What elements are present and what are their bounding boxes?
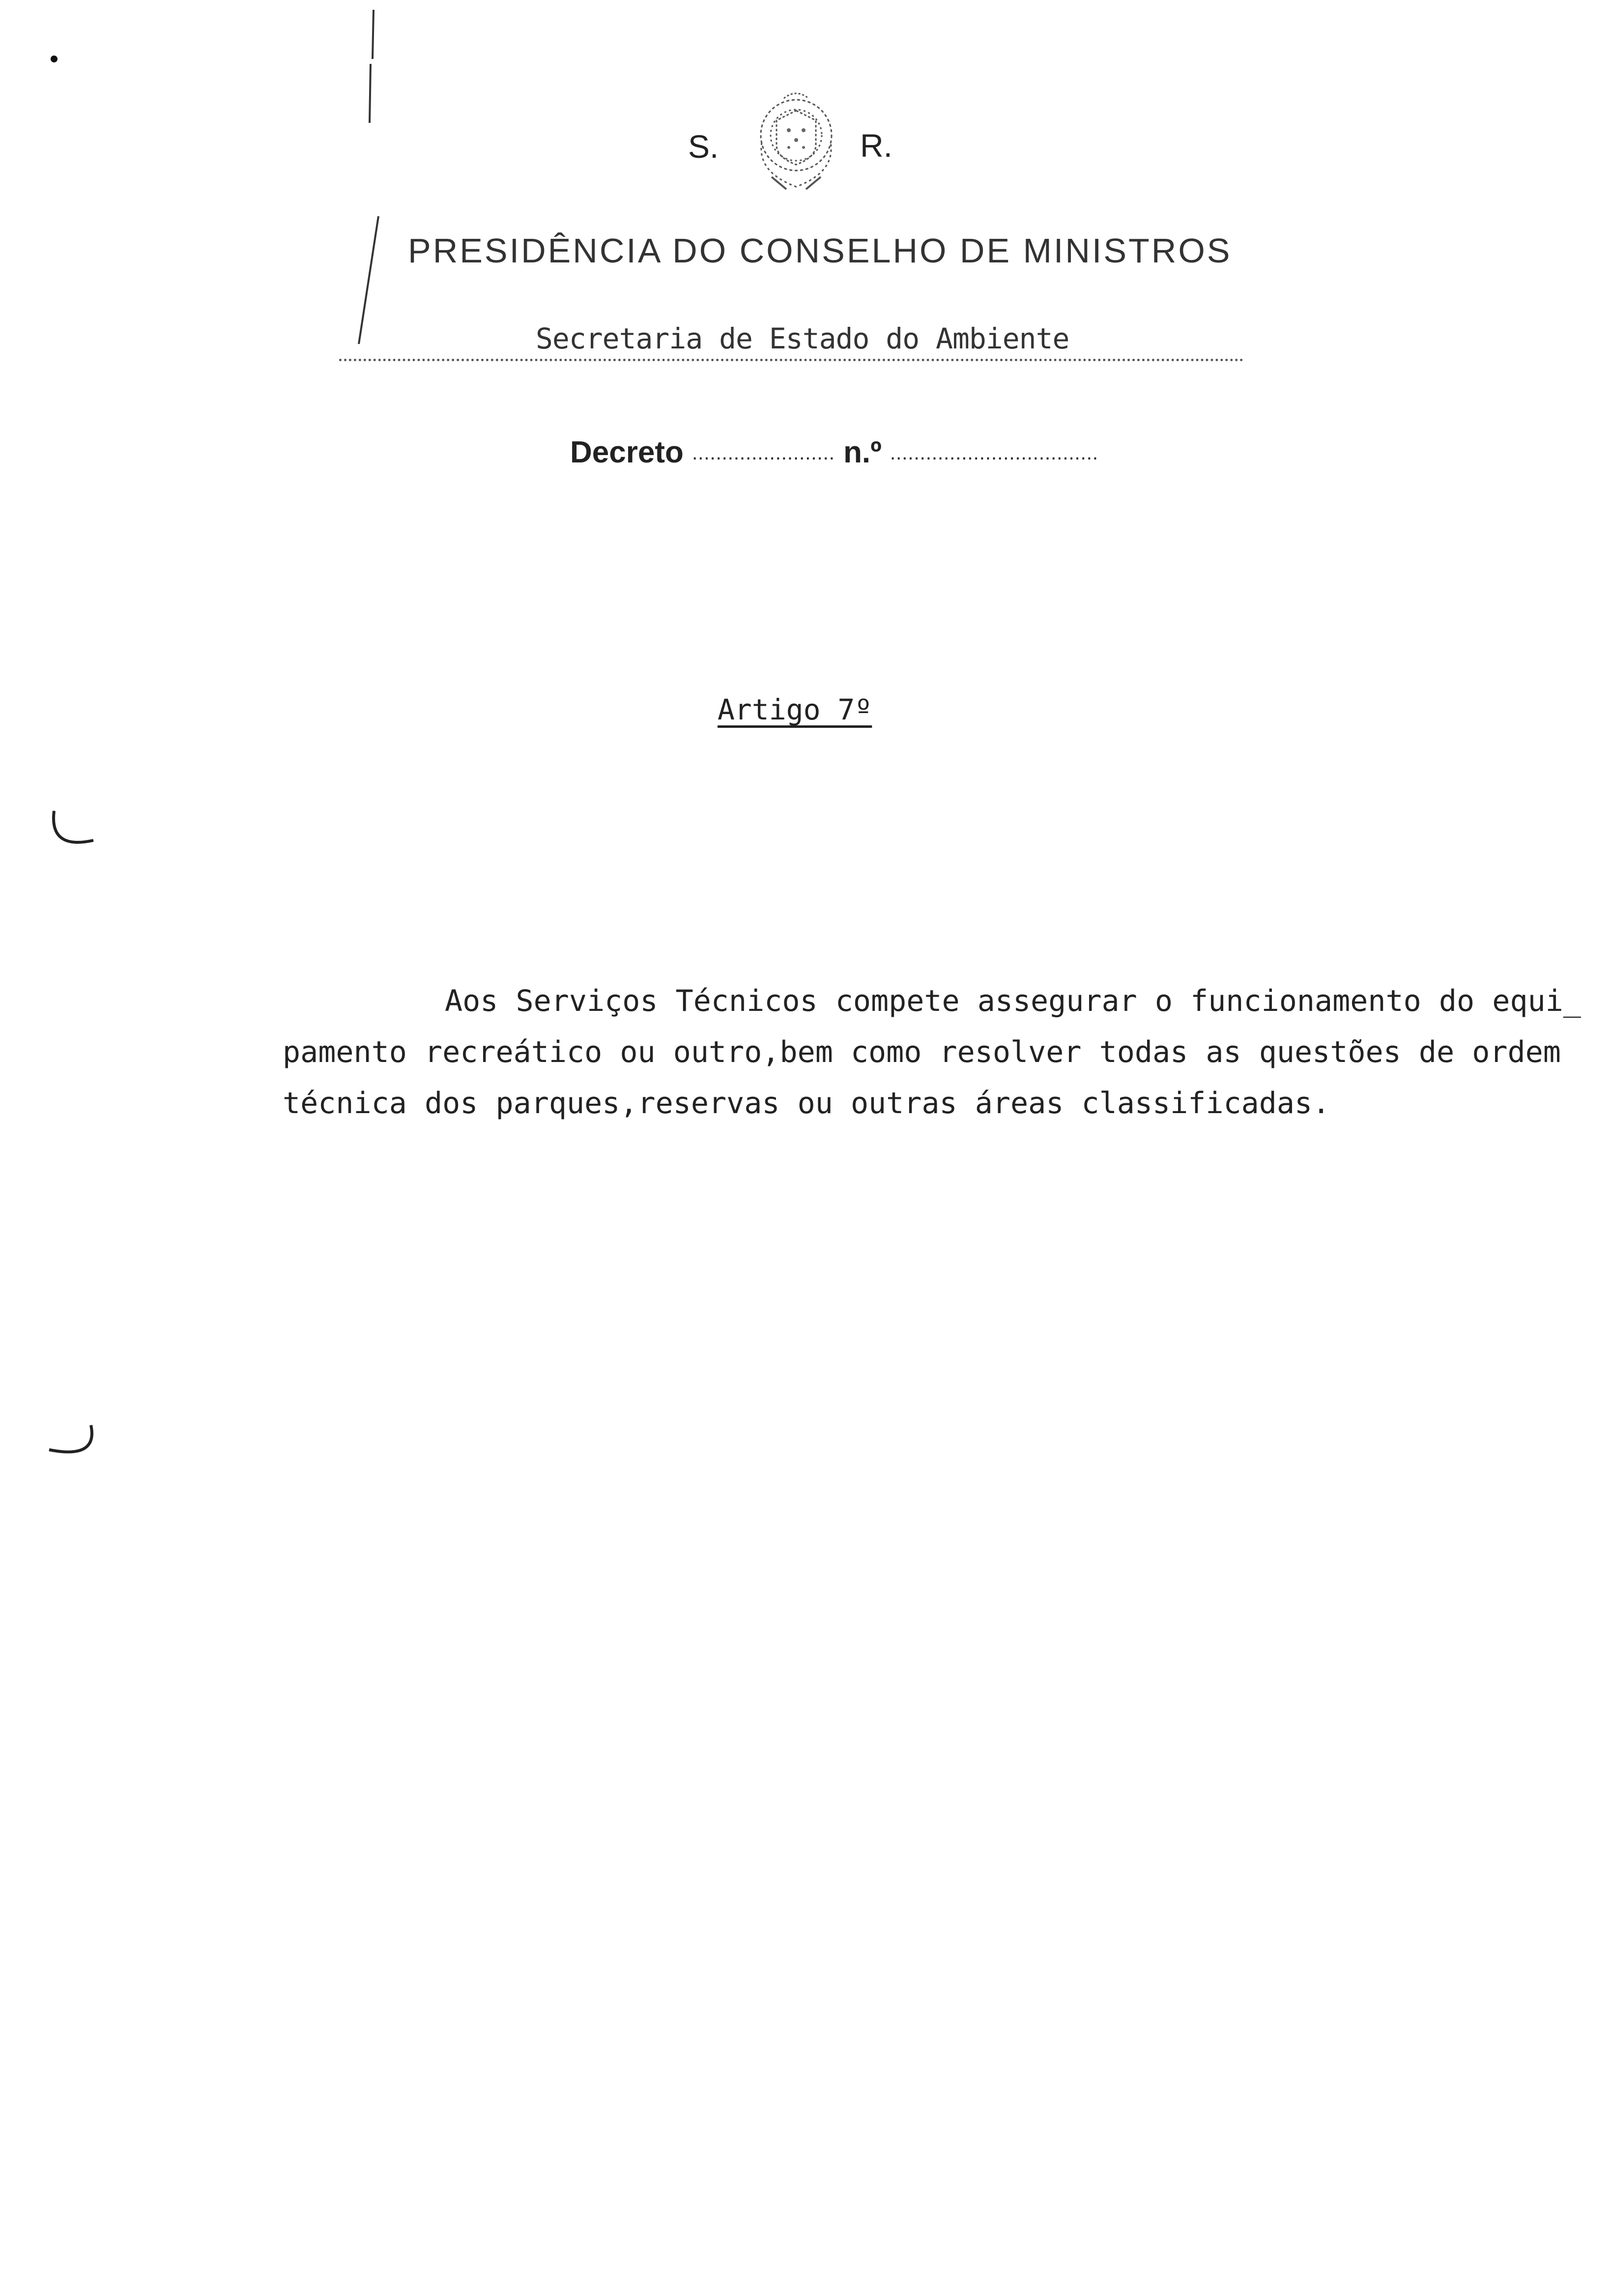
punch-hole-icon — [44, 806, 103, 860]
decree-label: Decreto — [570, 435, 684, 469]
organization-title: PRESIDÊNCIA DO CONSELHO DE MINISTROS — [408, 231, 1232, 270]
initial-left: S. — [688, 128, 719, 165]
coat-of-arms-seal-icon — [742, 84, 850, 197]
article-line: Aos Serviços Técnicos compete assegurar o funcionamento do equi_ — [445, 984, 1581, 1018]
article-line: pamento recreático ou outro,bem como resolver todas as questões de ordem — [283, 1035, 1561, 1069]
header-initials — [678, 74, 934, 201]
article-title: Artigo 7º — [718, 693, 872, 726]
margin-mark-icon — [339, 0, 398, 344]
department-name: Secretaria de Estado do Ambiente — [536, 322, 1069, 355]
decree-number-label: n.º — [843, 435, 882, 469]
initial-right: R. — [860, 127, 892, 164]
article-body — [283, 976, 1581, 1129]
article-line: técnica dos parques,reservas ou outras áreas classificadas. — [283, 1086, 1330, 1120]
punch-hole-icon — [44, 1420, 103, 1474]
speck-icon — [44, 49, 64, 69]
decree-line — [570, 435, 1098, 470]
decree-number-blank: ................................... — [890, 442, 1099, 464]
decree-blank: ........................ — [692, 442, 835, 464]
